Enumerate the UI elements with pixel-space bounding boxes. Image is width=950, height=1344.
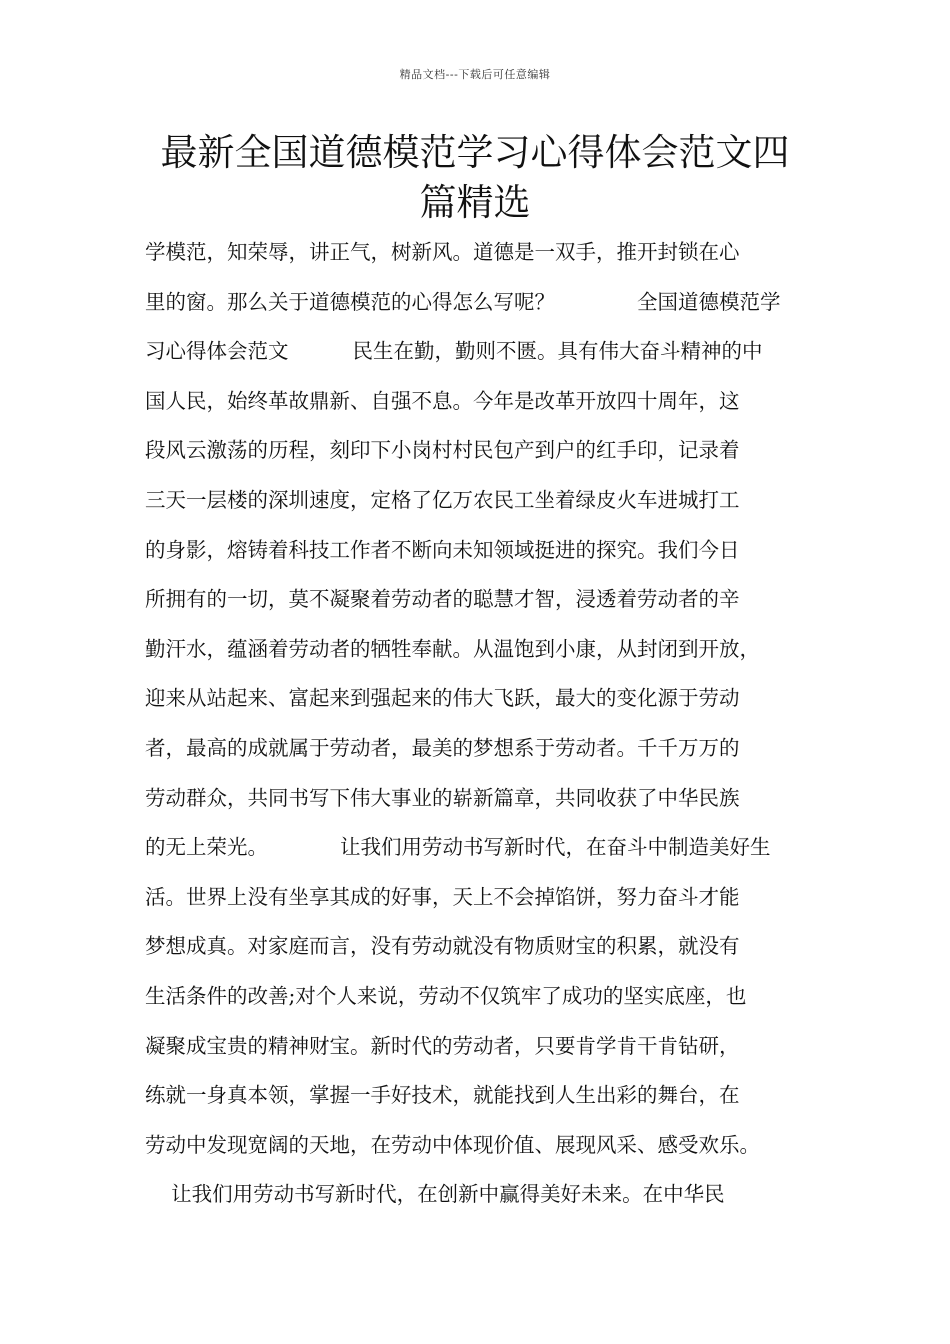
text-line [145,1121,825,1171]
text-line [145,922,825,972]
text-line [145,228,825,278]
document-title [120,128,830,228]
text-segment: 学模范，知荣辱，讲正气，树新风。道德是一双手，推开封锁在心 [145,240,740,264]
text-line [145,1022,825,1072]
page-header: 精品文档---下载后可任意编辑 [399,68,551,81]
text-segment: 劳动群众，共同书写下伟大事业的崭新篇章，共同收获了中华民族 [145,785,740,810]
text-segment: 者，最高的成就属于劳动者，最美的梦想系于劳动者。千千万万的 [145,735,740,760]
text-segment: 里的窗。那么关于道德模范的心得怎么写呢？ [145,289,555,314]
text-segment: 民生在勤，勤则不匮。具有伟大奋斗精神的中 [352,339,763,364]
text-line [145,1071,825,1121]
text-line [145,873,825,923]
text-segment: 生活条件的改善;对个人来说，劳动不仅筑牢了成功的坚实底座，也 [145,983,747,1008]
text-segment: 的无上荣光。 [145,835,268,860]
text-line [145,327,825,377]
text-segment: 练就一身真本领，掌握一手好技术，就能找到人生出彩的舞台，在 [145,1083,740,1108]
text-line [145,575,825,625]
text-segment: 习心得体会范文 [145,339,289,364]
text-line [145,1170,825,1220]
text-segment: 国人民，始终革故鼎新、自强不息。今年是改革开放四十周年，这 [145,388,740,413]
text-segment: 全国道德模范学 [637,289,781,314]
text-line [145,278,825,328]
text-segment: 三天一层楼的深圳速度，定格了亿万农民工坐着绿皮火车进城打工 [145,487,740,512]
text-line [145,674,825,724]
text-line [145,476,825,526]
text-segment: 迎来从站起来、富起来到强起来的伟大飞跃，最大的变化源于劳动 [145,686,740,711]
text-line [145,377,825,427]
title-line-1: 最新全国道德模范学习心得体会范文四 [160,131,790,174]
text-line [145,724,825,774]
text-line [145,972,825,1022]
text-segment: 凝聚成宝贵的精神财宝。新时代的劳动者，只要肯学肯干肯钻研， [145,1033,740,1058]
text-segment: 劳动中发现宽阔的天地，在劳动中体现价值、展现风采、感受欢乐。 [145,1132,760,1157]
text-line [145,526,825,576]
text-segment: 让我们用劳动书写新时代，在奋斗中制造美好生 [340,835,771,860]
text-segment: 活。世界上没有坐享其成的好事，天上不会掉馅饼，努力奋斗才能 [145,884,740,909]
text-segment: 勤汗水，蕴涵着劳动者的牺牲奉献。从温饱到小康，从封闭到开放， [145,636,760,661]
title-line-2: 篇精选 [419,181,531,224]
text-line [145,625,825,675]
body-text [145,228,825,1220]
text-segment: 段风云激荡的历程，刻印下小岗村村民包产到户的红手印，记录着 [145,438,740,463]
text-segment: 让我们用劳动书写新时代，在创新中赢得美好未来。在中华民 [145,1182,725,1207]
text-segment: 所拥有的一切，莫不凝聚着劳动者的聪慧才智，浸透着劳动者的辛 [145,587,740,612]
text-segment: 梦想成真。对家庭而言，没有劳动就没有物质财宝的积累，就没有 [145,934,740,959]
text-line [145,426,825,476]
text-line [145,774,825,824]
text-line [145,823,825,873]
text-segment: 的身影，熔铸着科技工作者不断向未知领域挺进的探究。我们今日 [145,537,740,562]
